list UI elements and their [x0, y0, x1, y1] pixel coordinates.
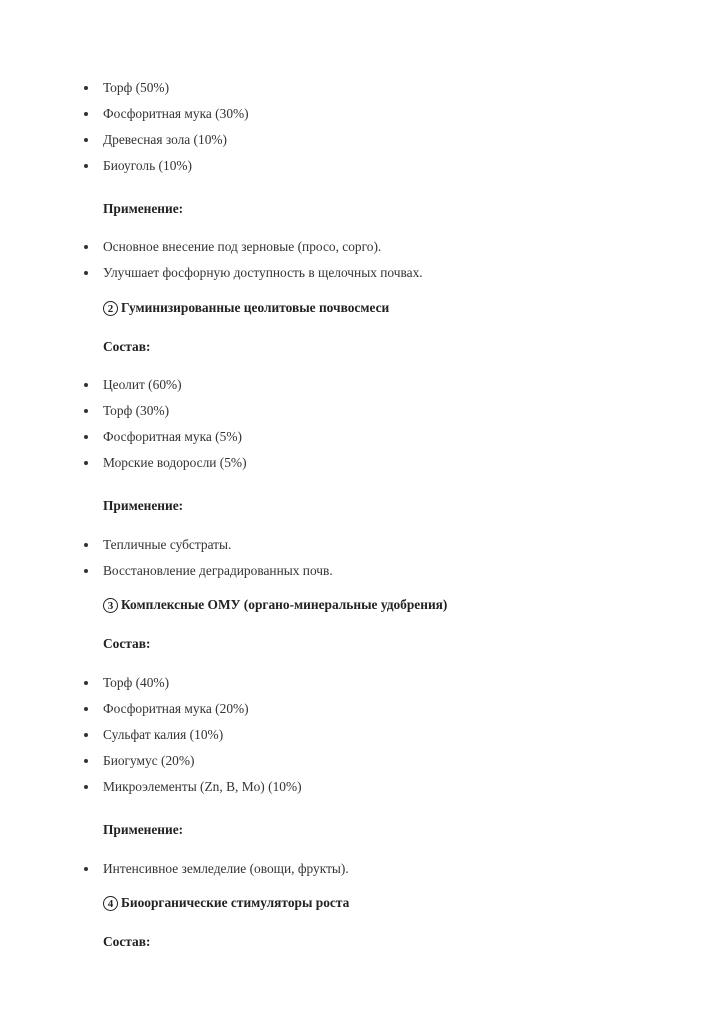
- usage-label: Применение:: [103, 822, 184, 837]
- list-item: Торф (30%): [103, 403, 170, 418]
- bullet-icon: [84, 785, 88, 789]
- bullet-icon: [84, 86, 88, 90]
- composition-label: Состав:: [103, 636, 151, 651]
- list-item: Фосфоритная мука (20%): [103, 701, 249, 716]
- bullet-icon: [84, 409, 88, 413]
- list-item: Биоуголь (10%): [103, 158, 193, 173]
- list-item: Древесная зола (10%): [103, 132, 228, 147]
- section-heading-4: [103, 895, 349, 911]
- section-title: Биоорганические стимуляторы роста: [121, 895, 350, 910]
- list-item: Фосфоритная мука (5%): [103, 429, 242, 444]
- bullet-icon: [84, 138, 88, 142]
- list-item: Тепличные субстраты.: [103, 537, 232, 552]
- composition-label: Состав:: [103, 934, 151, 949]
- list-item: Цеолит (60%): [103, 377, 182, 392]
- bullet-icon: [84, 707, 88, 711]
- bullet-icon: [84, 245, 88, 249]
- bullet-icon: [84, 569, 88, 573]
- composition-label: Состав:: [103, 339, 151, 354]
- usage-label: Применение:: [103, 498, 184, 513]
- bullet-icon: [84, 271, 88, 275]
- section-heading-2: [103, 300, 389, 316]
- usage-label: Применение:: [103, 201, 184, 216]
- bullet-icon: [84, 164, 88, 168]
- list-item: Основное внесение под зерновые (просо, сорго).: [103, 239, 382, 254]
- list-item: Интенсивное земледелие (овощи, фрукты).: [103, 861, 349, 876]
- list-item: Улучшает фосфорную доступность в щелочных почвах.: [103, 265, 423, 280]
- bullet-icon: [84, 383, 88, 387]
- bullet-icon: [84, 112, 88, 116]
- bullet-icon: [84, 543, 88, 547]
- circled-number-icon: 3: [103, 598, 118, 613]
- bullet-icon: [84, 733, 88, 737]
- circled-number-icon: 2: [103, 301, 118, 316]
- list-item: Торф (40%): [103, 675, 170, 690]
- list-item: Морские водоросли (5%): [103, 455, 247, 470]
- circled-number-icon: 4: [103, 896, 118, 911]
- section-title: Комплексные ОМУ (органо-минеральные удобрения): [121, 597, 448, 612]
- list-item: Восстановление деградированных почв.: [103, 563, 333, 578]
- bullet-icon: [84, 759, 88, 763]
- bullet-icon: [84, 435, 88, 439]
- bullet-icon: [84, 867, 88, 871]
- bullet-icon: [84, 681, 88, 685]
- list-item: Сульфат калия (10%): [103, 727, 224, 742]
- list-item: Торф (50%): [103, 80, 170, 95]
- list-item: Микроэлементы (Zn, B, Mo) (10%): [103, 779, 302, 794]
- bullet-icon: [84, 461, 88, 465]
- section-heading-3: [103, 597, 447, 613]
- list-item: Фосфоритная мука (30%): [103, 106, 249, 121]
- list-item: Биогумус (20%): [103, 753, 195, 768]
- section-title: Гуминизированные цеолитовые почвосмеси: [121, 300, 390, 315]
